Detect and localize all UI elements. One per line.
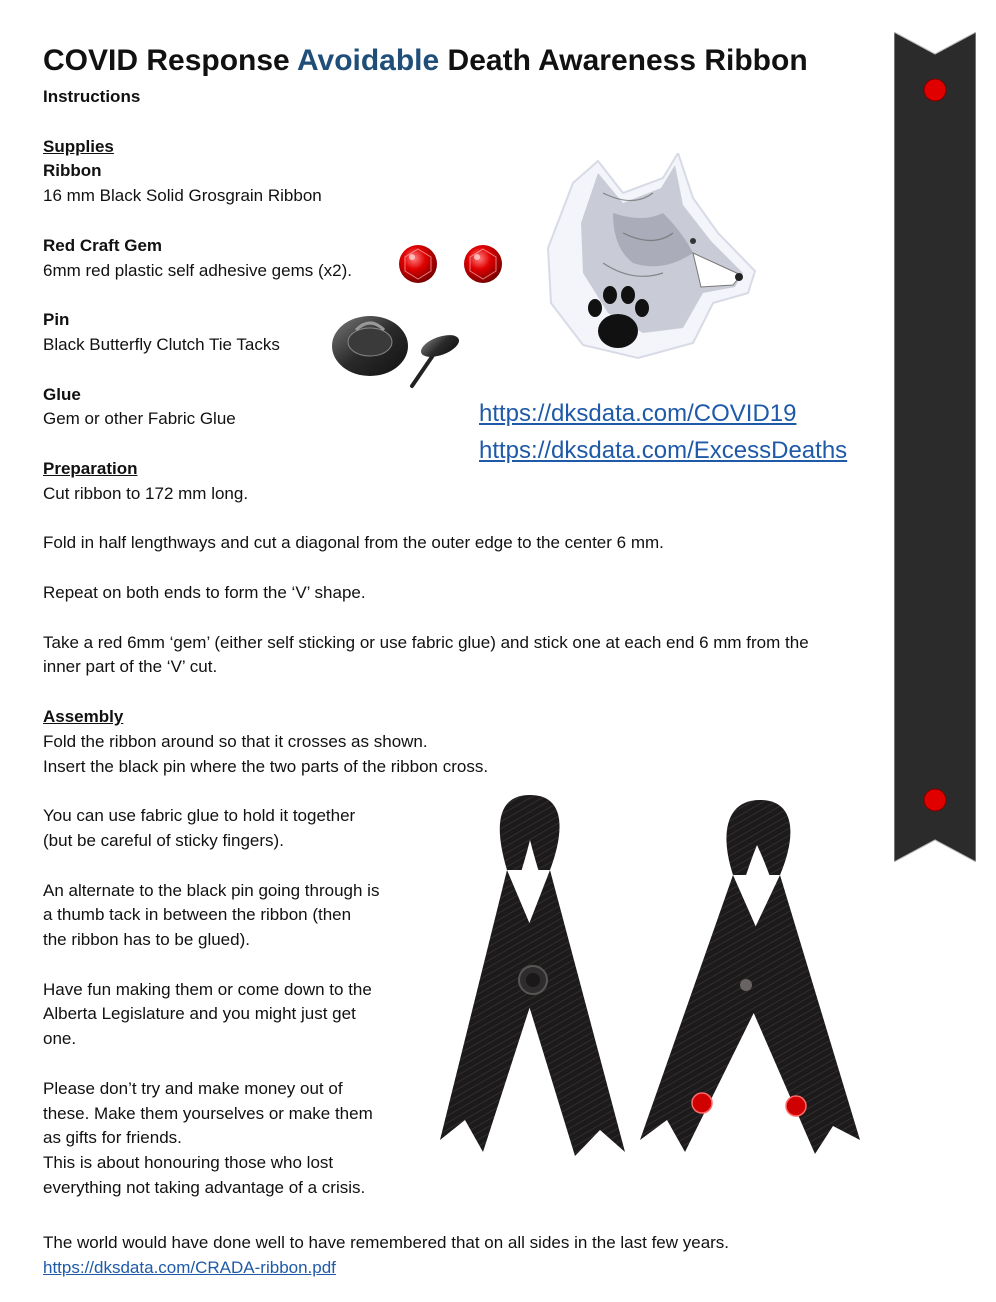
wolf-logo-image [543,153,763,363]
assembly-line: You can use fabric glue to hold it together [43,806,356,826]
gem-description: 6mm red plastic self adhesive gems (x2). [43,260,352,280]
title-suffix: Death Awareness Ribbon [439,44,808,77]
awareness-ribbon-with-clutch [440,795,625,1156]
red-gem-icon [464,245,502,283]
assembly-line: Please don’t try and make money out of [43,1078,343,1098]
red-gem-icon [924,789,946,811]
ribbon-description: 16 mm Black Solid Grosgrain Ribbon [43,186,322,206]
glue-description: Gem or other Fabric Glue [43,409,236,429]
pin-label: Pin [43,310,70,330]
preparation-step-4a: Take a red 6mm ‘gem’ (either self sticking or use fabric glue) and stick one at each end 6 mm from the [43,632,809,652]
assembly-line: Fold the ribbon around so that it crosses as shown. [43,731,428,751]
assembly-line: Insert the black pin where the two parts of the ribbon cross. [43,756,489,776]
preparation-step-4b: inner part of the ‘V’ cut. [43,657,218,677]
footer [43,1231,729,1281]
glue-label: Glue [43,384,81,404]
tie-tack-icon [412,331,462,386]
red-gems-image [396,241,506,287]
title-accent-word: Avoidable [296,44,440,77]
assembly-line: one. [43,1029,77,1049]
assembly-line: This is about honouring those who lost [43,1153,334,1173]
assembly-line: An alternate to the black pin going through is [43,880,380,900]
assembly-line: a thumb tack in between the ribbon (then [43,905,352,925]
page-title [43,44,808,78]
footer-text: The world would have done well to have remembered that on all sides in the last few years. [43,1233,730,1252]
assembly-line: the ribbon has to be glued). [43,930,250,950]
assembly-line: Have fun making them or come down to the [43,979,372,999]
red-gem-icon [692,1093,712,1113]
assembly-line: everything not taking advantage of a crisis. [43,1178,366,1198]
excess-deaths-link[interactable]: https://dksdata.com/ExcessDeaths [479,437,848,464]
subtitle: Instructions [43,87,141,106]
side-ribbon-decoration [894,32,976,862]
pin-description: Black Butterfly Clutch Tie Tacks [43,334,280,354]
preparation-step-1: Cut ribbon to 172 mm long. [43,483,249,503]
preparation-step-2: Fold in half lengthways and cut a diagonal from the outer edge to the center 6 mm. [43,533,664,553]
red-gem-icon [399,245,437,283]
finished-ribbons-image [435,790,865,1160]
preparation-step-3: Repeat on both ends to form the ‘V’ shape. [43,582,366,602]
preparation-heading: Preparation [43,458,138,478]
supplies-heading: Supplies [43,136,114,156]
awareness-ribbon-with-gems [640,800,860,1154]
assembly-line: (but be careful of sticky fingers). [43,830,284,850]
ribbon-label: Ribbon [43,161,102,181]
red-gem-icon [924,79,946,101]
assembly-line: Alberta Legislature and you might just get [43,1004,356,1024]
assembly-line: as gifts for friends. [43,1128,182,1148]
ribbon-pdf-link[interactable]: https://dksdata.com/CRADA-ribbon.pdf [43,1257,336,1277]
reference-links [479,395,847,469]
pin-clutch-image [328,306,468,392]
assembly-line: these. Make them yourselves or make them [43,1103,373,1123]
red-gem-icon [786,1096,806,1116]
title-prefix: COVID Response [43,44,297,77]
covid19-link[interactable]: https://dksdata.com/COVID19 [479,400,797,427]
gem-label: Red Craft Gem [43,235,163,255]
assembly-heading: Assembly [43,706,124,726]
